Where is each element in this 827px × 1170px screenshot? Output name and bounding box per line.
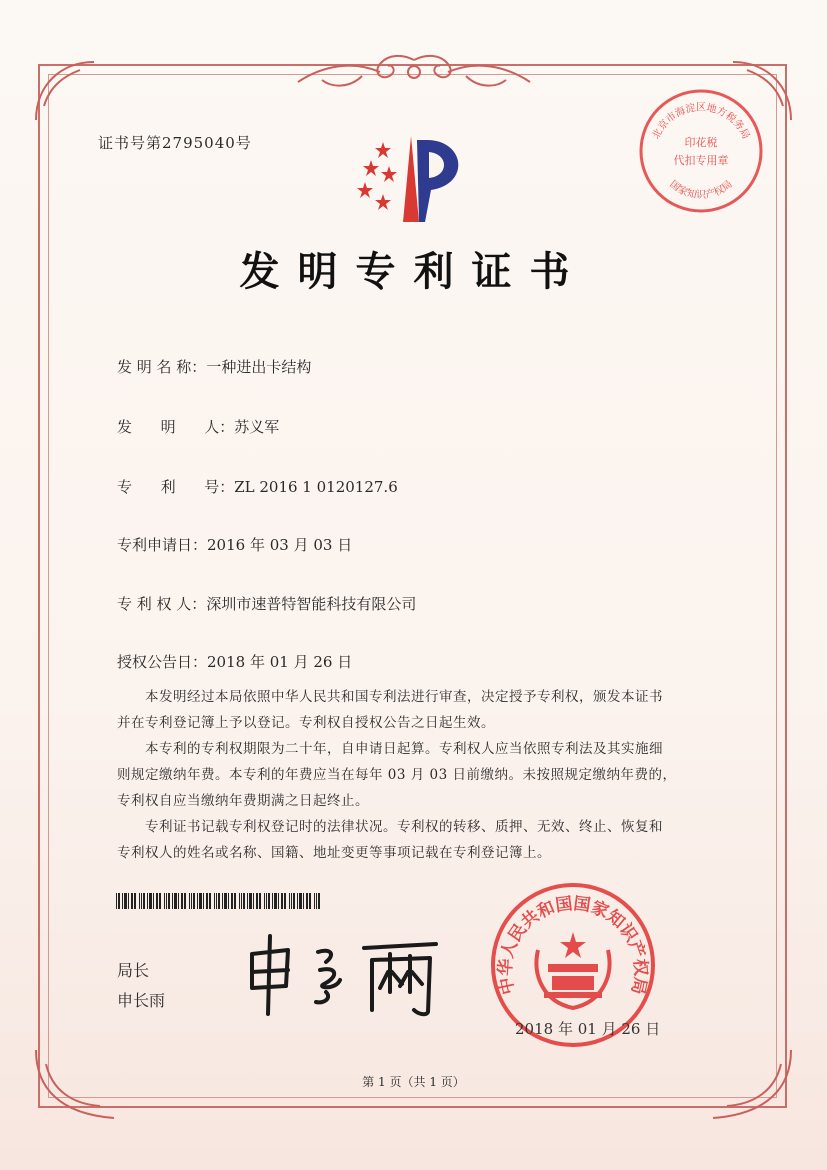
barcode-bar <box>243 893 245 909</box>
seal-line: 代扣专用章 <box>673 154 729 167</box>
barcode-bar <box>156 893 158 909</box>
barcode-bar <box>168 893 170 909</box>
barcode-bar <box>259 893 261 909</box>
barcode-bar <box>116 893 117 909</box>
barcode-bar <box>124 893 127 909</box>
field-label: 专 利 权 人： <box>117 595 207 613</box>
barcode-bar <box>314 893 315 909</box>
barcode-bar <box>128 893 129 909</box>
body-line: 则规定缴纳年费。本专利的年费应当在每年 03 月 03 日前缴纳。未按照规定缴纳年费的， <box>117 767 677 783</box>
barcode-bar <box>284 893 286 909</box>
barcode-bar <box>231 893 233 909</box>
barcode-bar <box>303 893 304 909</box>
barcode-bar <box>239 893 240 909</box>
barcode-bar <box>299 893 302 909</box>
barcode-bar <box>199 893 202 909</box>
field-label: 专 利 号： <box>117 478 235 496</box>
barcode-bar <box>306 893 308 909</box>
certificate-body <box>117 684 717 866</box>
grant-date-field <box>117 651 352 672</box>
barcode-bar <box>214 893 215 909</box>
body-line: 本发明经过本局依照中华人民共和国专利法进行审查，决定授予专利权，颁发本证书 <box>145 689 663 705</box>
barcode-bar <box>206 893 208 909</box>
barcode-bar <box>166 893 167 909</box>
field-value: 2018 年 01 月 26 日 <box>207 653 353 671</box>
issue-date: 2018 年 01 月 26 日 <box>515 1020 661 1038</box>
barcode-bar <box>274 893 277 909</box>
patent-number-field <box>117 476 398 497</box>
seal-ring-text: 北京市海淀区地方税务局 <box>650 102 752 141</box>
field-label: 专利申请日： <box>117 536 208 554</box>
barcode-bar <box>122 893 123 909</box>
svg-text:国家知识产权局 <box>667 178 734 201</box>
barcode-bar <box>266 893 267 909</box>
seal-ring-text: 中华人民共和国国家知识产权局 <box>495 893 651 997</box>
barcode-bar <box>203 893 204 909</box>
body-line: 本专利的专利权期限为二十年，自申请日起算。专利权人应当依照专利法及其实施细 <box>145 741 663 757</box>
barcode-bar <box>178 893 179 909</box>
field-value: 深圳市速普特智能科技有限公司 <box>206 595 417 613</box>
certificate-number: 证书号第2795040号 <box>98 134 252 152</box>
barcode-bar <box>222 893 223 909</box>
barcode-bar <box>249 893 252 909</box>
barcode-bar <box>291 893 292 909</box>
barcode-bar <box>153 893 154 909</box>
field-value: 苏义军 <box>234 418 280 436</box>
barcode-bar <box>131 893 133 909</box>
field-value: 2016 年 03 月 03 日 <box>207 536 353 554</box>
barcode-bar <box>118 893 120 909</box>
barcode-bar <box>268 893 270 909</box>
barcode-bar <box>139 893 140 909</box>
field-label: 发 明 名 称： <box>117 358 207 376</box>
barcode-bar <box>278 893 279 909</box>
body-line: 并在专利登记簿上予以登记。专利权自授权公告之日起生效。 <box>117 715 495 731</box>
barcode-bar <box>256 893 258 909</box>
barcode-bar <box>159 893 161 909</box>
barcode-bar <box>209 893 211 909</box>
barcode-bar <box>174 893 177 909</box>
barcode-bar <box>281 893 283 909</box>
patentee-field <box>117 593 416 614</box>
barcode-bar <box>172 893 173 909</box>
barcode-bar <box>141 893 142 909</box>
barcode-bar <box>189 893 190 909</box>
top-ornament <box>292 52 536 96</box>
barcode-bar <box>247 893 248 909</box>
field-value: 一种进出卡结构 <box>206 358 312 376</box>
body-line: 专利权人的姓名或名称、国籍、地址变更等事项记载在专利登记簿上。 <box>117 845 551 861</box>
field-value: ZL 2016 1 0120127.6 <box>234 478 398 496</box>
seal-bottom-text: 国家知识产权局 <box>667 178 735 202</box>
barcode-bar <box>309 893 311 909</box>
page-number: 第 1 页（共 1 页） <box>362 1075 465 1089</box>
barcode-bar <box>216 893 217 909</box>
corner-ornament-top-left <box>30 56 100 126</box>
certificate-title: 发明专利证书 <box>239 248 588 295</box>
barcode-bar <box>134 893 136 909</box>
barcode-bar <box>297 893 298 909</box>
field-label: 发 明 人： <box>117 418 235 436</box>
barcode-bar <box>181 893 183 909</box>
barcode-bar <box>184 893 186 909</box>
barcode-bar <box>193 893 195 909</box>
application-date-field <box>117 534 352 555</box>
barcode-bar <box>253 893 254 909</box>
svg-text:北京市海淀区地方税务局 <box>650 101 752 141</box>
barcode-bar <box>272 893 273 909</box>
barcode-bar <box>143 893 145 909</box>
barcode-bar <box>318 893 320 909</box>
body-line: 专利证书记载专利权登记时的法律状况。专利权的转移、质押、无效、终止、恢复和 <box>145 819 663 835</box>
barcode-bar <box>228 893 229 909</box>
invention-name-field <box>117 356 311 377</box>
barcode-bar <box>264 893 265 909</box>
field-label: 授权公告日： <box>117 653 208 671</box>
seal-line: 印花税 <box>684 136 718 149</box>
patent-office-logo-icon <box>345 130 485 230</box>
signature-icon <box>240 930 440 1020</box>
barcode-bar <box>164 893 165 909</box>
barcode-bar <box>293 893 295 909</box>
barcode-bar <box>241 893 242 909</box>
officer-title: 局长 <box>117 961 150 980</box>
officer-name: 申长雨 <box>117 991 166 1010</box>
barcode <box>116 893 324 909</box>
barcode-bar <box>149 893 152 909</box>
barcode-bar <box>234 893 236 909</box>
barcode-bar <box>316 893 317 909</box>
body-line: 专利权自应当缴纳年费期满之日起终止。 <box>117 793 369 809</box>
barcode-bar <box>191 893 192 909</box>
barcode-bar <box>147 893 148 909</box>
stamp-tax-seal-icon <box>636 86 766 216</box>
barcode-bar <box>289 893 290 909</box>
barcode-bar <box>224 893 227 909</box>
barcode-bar <box>197 893 198 909</box>
barcode-bar <box>218 893 220 909</box>
inventor-field <box>117 416 279 437</box>
